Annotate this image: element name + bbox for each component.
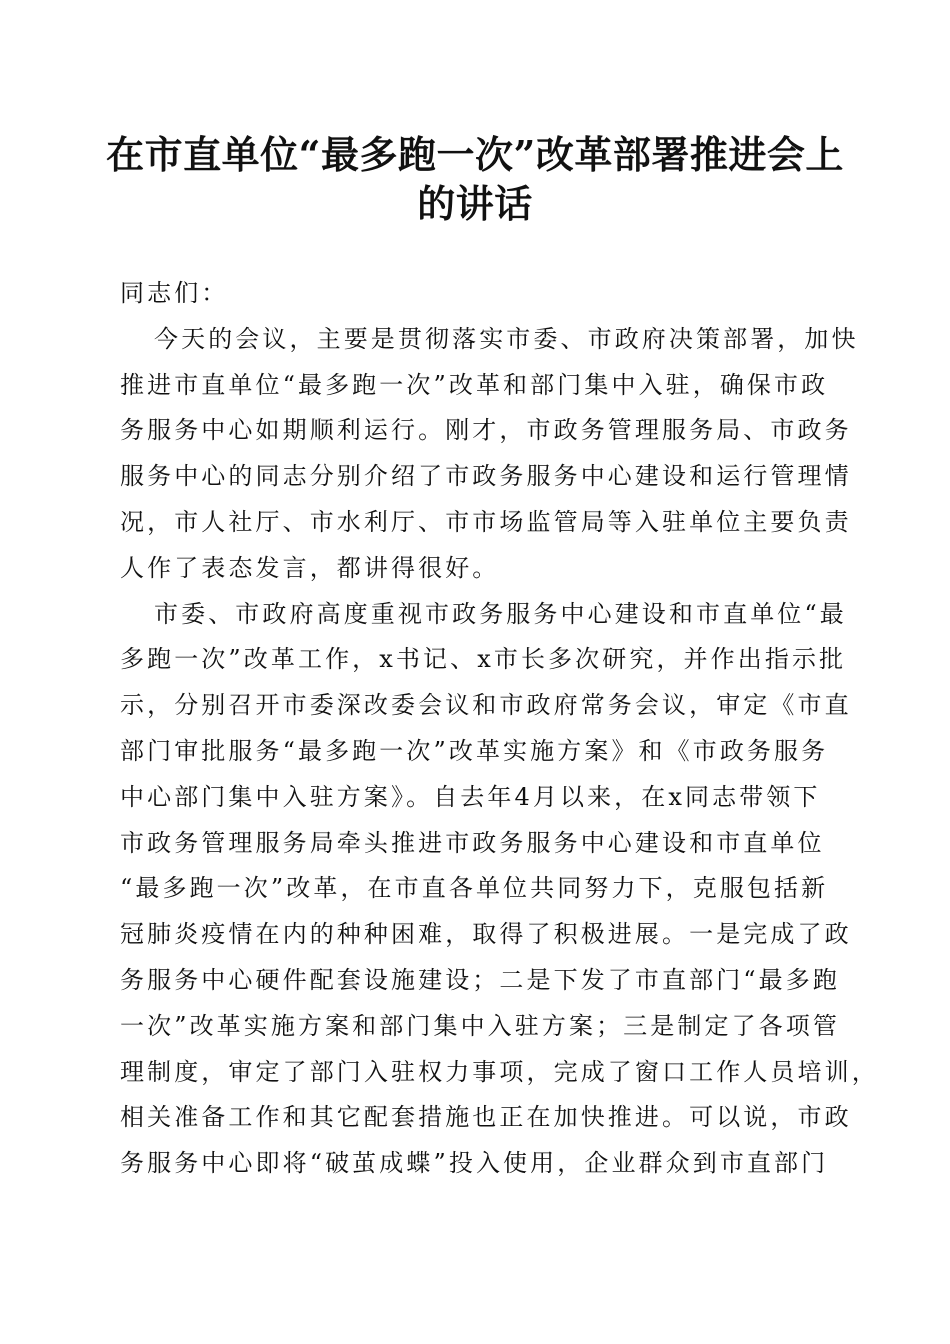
paragraph-line: 务服务中心即将“破茧成蝶”投入使用，企业群众到市直部门 <box>120 1149 829 1178</box>
paragraph-line: 务服务中心硬件配套设施建设；二是下发了市直部门“最多跑 <box>120 965 840 994</box>
salutation: 同志们： <box>120 279 229 307</box>
title-line: 的讲话 <box>417 181 533 226</box>
paragraph-2 <box>120 592 879 1187</box>
paragraph-line: 理制度，审定了部门入驻权力事项，完成了窗口工作人员培训， <box>120 1057 879 1086</box>
paragraph-line: 市委、市政府高度重视市政务服务中心建设和市直单位“最 <box>154 599 847 628</box>
paragraph-line: 部门审批服务“最多跑一次”改革实施方案》和《市政务服务 <box>120 736 829 765</box>
paragraph-line: 冠肺炎疫情在内的种种困难，取得了积极进展。一是完成了政 <box>120 920 852 949</box>
paragraph-line: 推进市直单位“最多跑一次”改革和部门集中入驻，确保市政 <box>120 370 829 399</box>
paragraph-line: 相关准备工作和其它配套措施也正在加快推进。可以说，市政 <box>120 1103 852 1132</box>
paragraph-line: 一次”改革实施方案和部门集中入驻方案；三是制定了各项管 <box>120 1011 840 1040</box>
paragraph-line: “最多跑一次”改革，在市直各单位共同努力下，克服包括新 <box>120 874 829 903</box>
document-body <box>120 271 879 1187</box>
document-title <box>100 130 850 228</box>
paragraph-line: 多跑一次”改革工作，x书记、x市长多次研究，并作出指示批 <box>120 645 847 674</box>
paragraph-line: 人作了表态发言，都讲得很好。 <box>120 553 500 582</box>
paragraph-line: 市政务管理服务局牵头推进市政务服务中心建设和市直单位 <box>120 828 825 857</box>
paragraph-line: 况，市人社厅、市水利厅、市市场监管局等入驻单位主要负责 <box>120 507 852 536</box>
title-line: 在市直单位“最多跑一次”改革部署推进会上 <box>106 132 844 177</box>
paragraph-1 <box>120 317 859 592</box>
paragraph-line: 中心部门集中入驻方案》。自去年4月以来，在x同志带领下 <box>120 782 821 811</box>
paragraph-line: 今天的会议，主要是贯彻落实市委、市政府决策部署，加快 <box>154 324 859 353</box>
paragraph-line: 服务中心的同志分别介绍了市政务服务中心建设和运行管理情 <box>120 462 852 491</box>
paragraph-line: 示，分别召开市委深改委会议和市政府常务会议，审定《市直 <box>120 691 852 720</box>
paragraph-line: 务服务中心如期顺利运行。刚才，市政务管理服务局、市政务 <box>120 416 852 445</box>
